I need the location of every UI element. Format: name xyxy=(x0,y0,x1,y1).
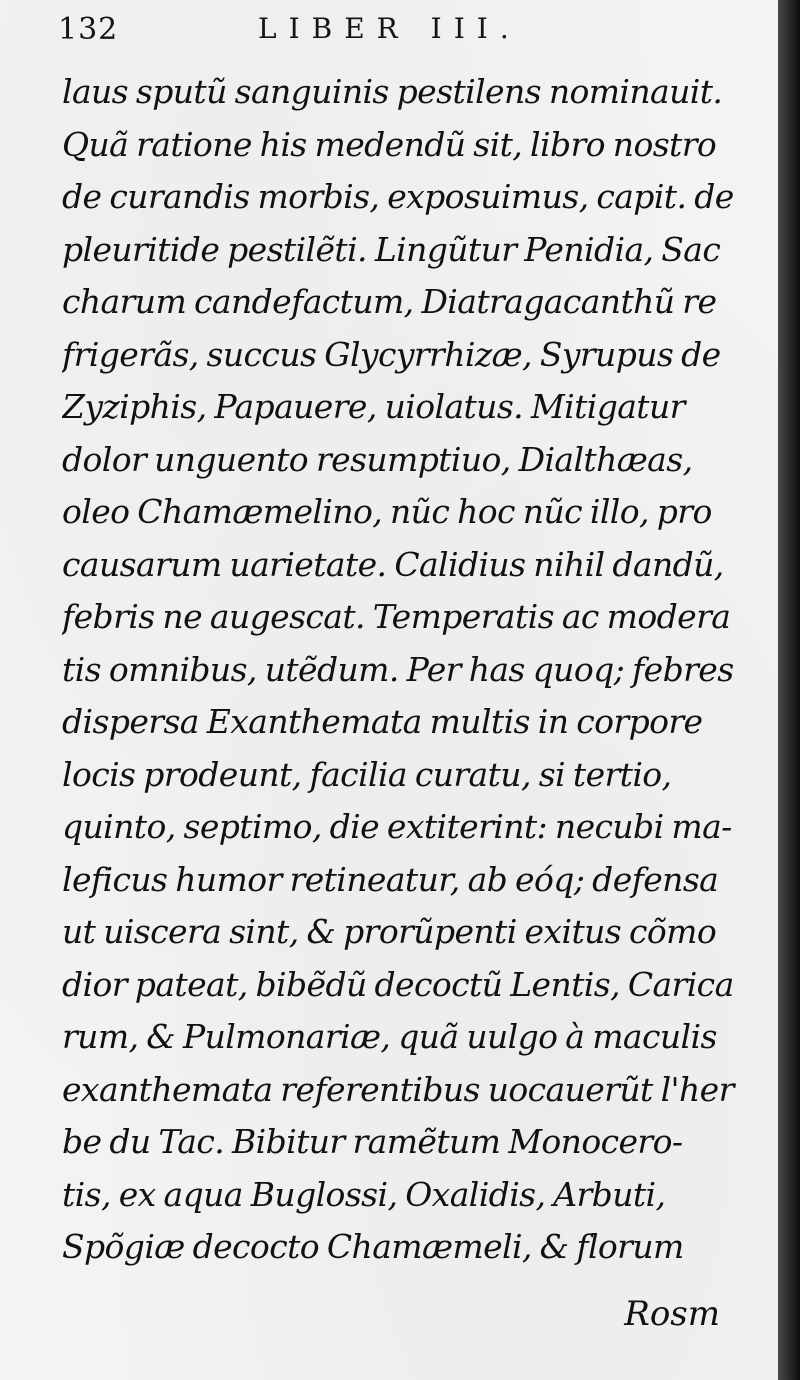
text-line: exanthemata referentibus uocauerũt l'her xyxy=(62,1069,734,1109)
text-line: Spõgiæ decocto Chamæmeli, & florum xyxy=(62,1227,684,1266)
text-line: oleo Chamæmelino, nũc hoc nũc illo, pro xyxy=(62,492,712,531)
catchword: Rosm xyxy=(624,1294,720,1334)
book-gutter-shadow xyxy=(778,0,800,1380)
text-line: frigerãs, succus Glycyrrhizæ, Syrupus de xyxy=(62,334,721,374)
text-line: dolor unguento resumptiuo, Dialthæas, xyxy=(62,439,693,479)
text-line: ut uiscera sint, & prorũpenti exitus cõmo xyxy=(62,912,717,951)
text-line: dispersa Exanthemata multis in corpore xyxy=(62,702,703,741)
text-line: laus sputũ sanguinis pestilens nominauit. xyxy=(62,72,723,111)
text-line: dior pateat, bibẽdũ decoctũ Lentis, Carica xyxy=(62,964,734,1004)
text-line: locis prodeunt, facilia curatu, si tertio, xyxy=(62,754,672,794)
text-line: Zyziphis, Papauere, uiolatus. Mitigatur xyxy=(62,387,685,426)
running-head: LIBER III. xyxy=(258,12,521,45)
body-text xyxy=(62,66,752,1274)
text-line: de curandis morbis, exposuimus, capit. de xyxy=(62,177,734,216)
text-line: leficus humor retineatur, ab eóq; defensa xyxy=(62,859,719,899)
page-number: 132 xyxy=(58,12,119,47)
text-line: tis omnibus, utẽdum. Per has quoq; febres xyxy=(62,649,734,689)
text-line: charum candefactum, Diatragacanthũ re xyxy=(62,282,717,321)
text-line: rum, & Pulmonariæ, quã uulgo à maculis xyxy=(62,1017,717,1056)
text-line: be du Tac. Bibitur ramẽtum Monocero- xyxy=(62,1122,683,1161)
text-line: quinto, septimo, die extiterint: necubi ma- xyxy=(62,807,732,846)
page-header xyxy=(0,10,760,58)
text-line: pleuritide pestilẽti. Lingũtur Penidia, Sac xyxy=(62,229,721,269)
text-line: tis, ex aqua Buglossi, Oxalidis, Arbuti, xyxy=(62,1174,666,1214)
text-line: Quã ratione his medendũ sit, libro nostro xyxy=(62,124,717,164)
text-line: causarum uarietate. Calidius nihil dandũ, xyxy=(62,544,724,584)
text-line: febris ne augescat. Temperatis ac modera xyxy=(62,597,731,636)
